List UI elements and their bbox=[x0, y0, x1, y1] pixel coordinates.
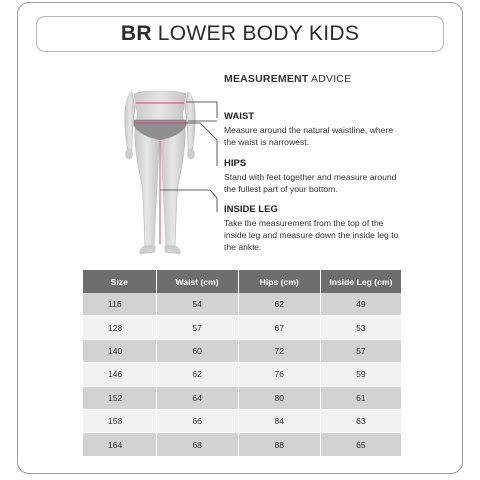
advice-title-rest: ADVICE bbox=[311, 73, 352, 85]
cell-hips: 80 bbox=[239, 387, 321, 410]
cell-waist: 66 bbox=[157, 410, 239, 433]
cell-size: 152 bbox=[83, 387, 157, 410]
table-row bbox=[83, 293, 401, 316]
waist-description: Measure around the natural waistline, where the waist is narrowest. bbox=[224, 125, 394, 147]
cell-size: 116 bbox=[83, 293, 157, 316]
cell-waist: 57 bbox=[157, 316, 239, 339]
cell-inside-leg: 49 bbox=[321, 293, 401, 316]
cell-inside-leg: 61 bbox=[321, 387, 401, 410]
table-row bbox=[83, 340, 401, 363]
header-waist: Waist (cm) bbox=[157, 270, 239, 293]
table-row bbox=[83, 433, 401, 456]
cell-inside-leg: 59 bbox=[321, 363, 401, 386]
cell-size: 158 bbox=[83, 410, 157, 433]
cell-inside-leg: 65 bbox=[321, 433, 401, 456]
cell-waist: 64 bbox=[157, 387, 239, 410]
table-header-row bbox=[83, 270, 401, 293]
cell-waist: 62 bbox=[157, 363, 239, 386]
hips-description: Stand with feet together and measure around the fullest part of your bottom. bbox=[224, 172, 397, 194]
inside-leg-heading: INSIDE LEG bbox=[224, 204, 278, 215]
header-size: Size bbox=[83, 270, 157, 293]
cell-inside-leg: 63 bbox=[321, 410, 401, 433]
page-title bbox=[36, 16, 444, 52]
cell-waist: 60 bbox=[157, 340, 239, 363]
table-row bbox=[83, 363, 401, 386]
cell-hips: 67 bbox=[239, 316, 321, 339]
cell-inside-leg: 53 bbox=[321, 316, 401, 339]
cell-size: 146 bbox=[83, 363, 157, 386]
cell-hips: 84 bbox=[239, 410, 321, 433]
cell-inside-leg: 57 bbox=[321, 340, 401, 363]
table-row bbox=[83, 387, 401, 410]
cell-hips: 62 bbox=[239, 293, 321, 316]
hips-heading: HIPS bbox=[224, 158, 247, 169]
waist-section bbox=[224, 111, 399, 148]
size-table bbox=[83, 270, 401, 457]
cell-hips: 72 bbox=[239, 340, 321, 363]
advice-title-bold: MEASUREMENT bbox=[224, 73, 309, 85]
hips-section bbox=[224, 158, 399, 195]
title-brand: BR bbox=[120, 22, 152, 45]
header-inside-leg: Inside Leg (cm) bbox=[321, 270, 401, 293]
table-row bbox=[83, 410, 401, 433]
table-row bbox=[83, 316, 401, 339]
cell-size: 140 bbox=[83, 340, 157, 363]
cell-waist: 54 bbox=[157, 293, 239, 316]
header-hips: Hips (cm) bbox=[239, 270, 321, 293]
inside-leg-description: Take the measurement from the top of the inside leg and measure down the inside leg to the ankle. bbox=[224, 218, 399, 252]
cell-waist: 68 bbox=[157, 433, 239, 456]
cell-size: 128 bbox=[83, 316, 157, 339]
inside-leg-section bbox=[224, 204, 399, 253]
cell-hips: 76 bbox=[239, 363, 321, 386]
measurement-advice-title bbox=[224, 73, 424, 85]
body-figure-illustration bbox=[110, 86, 210, 261]
waist-heading: WAIST bbox=[224, 111, 255, 122]
cell-size: 164 bbox=[83, 433, 157, 456]
cell-hips: 88 bbox=[239, 433, 321, 456]
title-text: LOWER BODY KIDS bbox=[157, 22, 360, 45]
